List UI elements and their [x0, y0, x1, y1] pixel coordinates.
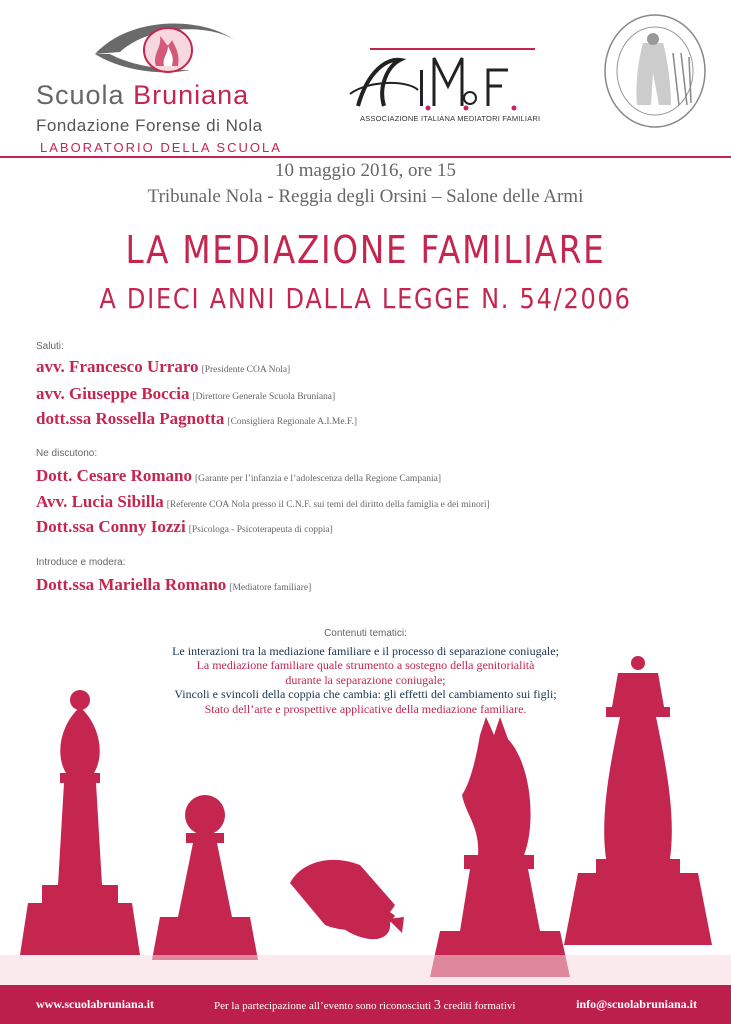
email-link[interactable]: info@scuolabruniana.it [576, 997, 697, 1011]
speaker-name: Dott.ssa Conny Iozzi [36, 517, 186, 536]
aimef-monogram-icon [348, 50, 538, 114]
speaker [36, 575, 311, 595]
eye-flame-icon [90, 10, 240, 82]
speaker [36, 409, 357, 429]
ordine-avvocati-seal [603, 13, 707, 129]
speaker [36, 384, 335, 404]
speaker-role: [Referente COA Nola presso il C.N.F. sui temi del diritto della famiglia e dei minori] [166, 500, 490, 510]
topics-heading: Contenuti tematici: [324, 628, 407, 639]
main-title: LA MEDIAZIONE FAMILIARE [125, 228, 606, 272]
speaker-name: Dott. Cesare Romano [36, 466, 192, 485]
scuola-bruniana-logo [30, 10, 280, 160]
speaker-role: [Direttore Generale Scuola Bruniana] [192, 392, 336, 402]
topic-line: Le interazioni tra la mediazione familiare e il processo di separazione coniugale; [172, 643, 559, 658]
speaker [36, 517, 333, 537]
fondazione-subtitle: Fondazione Forense di Nola [36, 116, 263, 135]
speaker-name: avv. Francesco Urraro [36, 357, 199, 376]
speaker-name: Dott.ssa Mariella Romano [36, 575, 227, 594]
speaker-name: avv. Giuseppe Boccia [36, 384, 190, 403]
credits-number: 3 [433, 998, 441, 1013]
topics-block [0, 627, 731, 717]
speaker-role: [Consigliera Regionale A.I.Me.F.] [227, 417, 357, 427]
aimef-logo [340, 40, 540, 135]
speaker-name: dott.ssa Rossella Pagnotta [36, 409, 225, 428]
speaker [36, 466, 441, 486]
topic-line: durante la separazione coniugale; [285, 672, 446, 687]
modera-label: Introduce e modera: [36, 557, 126, 568]
saluti-label: Saluti: [36, 341, 64, 352]
speaker-name: Avv. Lucia Sibilla [36, 492, 164, 511]
topic-line: La mediazione familiare quale strumento a sostegno della genitorialità [196, 658, 535, 673]
topic-line: Stato dell’arte e prospettive applicative della mediazione familiare. [204, 701, 527, 716]
topic-line: Vincoli e svincoli della coppia che cambia: gli effetti del cambiamento sui figli; [174, 687, 557, 702]
speaker [36, 492, 490, 512]
discutono-label: Ne discutono: [36, 448, 98, 459]
main-subtitle: A DIECI ANNI DALLA LEGGE N. 54/2006 [99, 282, 632, 315]
bishop-icon [20, 690, 140, 955]
speaker-role: [Psicologa - Psicoterapeuta di coppia] [188, 525, 333, 535]
footer-bar [0, 985, 731, 1024]
scuola-bruniana-title: Scuola Bruniana [36, 80, 250, 110]
aimef-caption: ASSOCIAZIONE ITALIANA MEDIATORI FAMILIARI [360, 114, 541, 123]
header-rule [0, 156, 731, 158]
speaker-role: [Mediatore familiare] [229, 583, 312, 593]
knight-icon [430, 717, 570, 977]
website-link[interactable]: www.scuolabruniana.it [36, 997, 155, 1011]
speaker [36, 357, 290, 377]
laboratorio-label: LABORATORIO DELLA SCUOLA [40, 140, 282, 155]
speaker-role: [Presidente COA Nola] [201, 365, 291, 375]
speaker-role: [Garante per l’infanzia e l’adolescenza della Regione Campania] [194, 474, 442, 484]
credits-note: Per la partecipazione all’evento sono riconosciuti 3 crediti formativi [214, 998, 516, 1013]
pawn-icon [152, 795, 258, 960]
seal-icon [603, 13, 707, 129]
fallen-king-icon [290, 860, 404, 951]
event-date: 10 maggio 2016, ore 15 [274, 160, 456, 181]
event-place: Tribunale Nola - Reggia degli Orsini – Salone delle Armi [147, 186, 584, 207]
